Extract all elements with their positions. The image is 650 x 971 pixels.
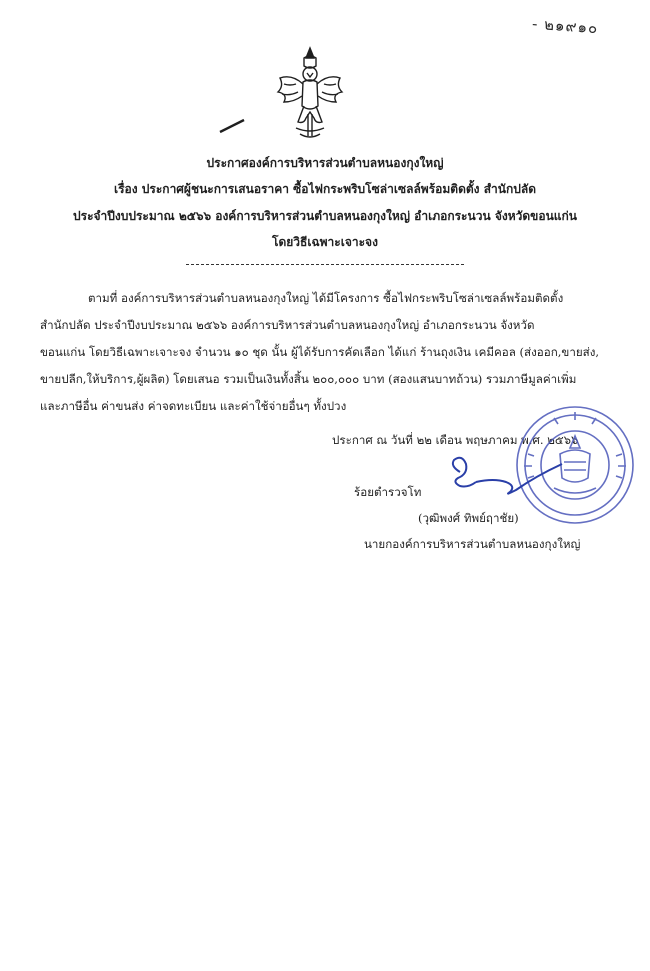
announce-date: ประกาศ ณ วันที่ ๒๒ เดือน พฤษภาคม พ.ศ. ๒๕๖๖ [332,433,579,447]
handwritten-signature [446,452,566,502]
signer-name: (วุฒิพงศ์ ทิพย์ฤาชัย) [418,511,519,525]
handwritten-note: - ๒๑๙๑๐ [531,14,599,38]
header-fiscal-year: ประจำปีงบประมาณ ๒๕๖๖ องค์การบริหารส่วนตำบลหนองกุงใหญ่ อำเภอกระนวน จังหวัดขอนแก่น [73,209,577,223]
signer-position: นายกองค์การบริหารส่วนตำบลหนองกุงใหญ่ [364,537,581,551]
body-line-1: ตามที่ องค์การบริหารส่วนตำบลหนองกุงใหญ่ ได้มีโครงการ ซื้อไฟกระพริบโซล่าเซลล์พร้อมติดตั้ง [88,291,564,305]
header-title: ประกาศองค์การบริหารส่วนตำบลหนองกุงใหญ่ [206,156,444,170]
garuda-emblem-icon [270,44,350,144]
body-line-3: ขอนแก่น โดยวิธีเฉพาะเจาะจง จำนวน ๑๐ ชุด นั้น ผู้ได้รับการคัดเลือก ได้แก่ ร้านถุงเงิน เคมีคอล (ส่งออก,ขายส่ง, [40,345,600,359]
signer-rank: ร้อยตำรวจโท [354,485,422,499]
header-subject: เรื่อง ประกาศผู้ชนะการเสนอราคา ซื้อไฟกระพริบโซล่าเซลล์พร้อมติดตั้ง สำนักปลัด [114,182,536,196]
body-line-2: สำนักปลัด ประจำปีงบประมาณ ๒๕๖๖ องค์การบริหารส่วนตำบลหนองกุงใหญ่ อำเภอกระนวน จังหวัด [40,318,535,332]
body-line-5: และภาษีอื่น ค่าขนส่ง ค่าจดทะเบียน และค่าใช้จ่ายอื่นๆ ทั้งปวง [40,399,347,413]
header-method: โดยวิธีเฉพาะเจาะจง [272,235,378,249]
divider [186,264,464,265]
pen-mark [218,118,246,134]
body-line-4: ขายปลีก,ให้บริการ,ผู้ผลิต) โดยเสนอ รวมเป็นเงินทั้งสิ้น ๒๐๐,๐๐๐ บาท (สองแสนบาทถ้วน) รวมภาษีมูลค่าเพิ่ม [40,372,577,386]
